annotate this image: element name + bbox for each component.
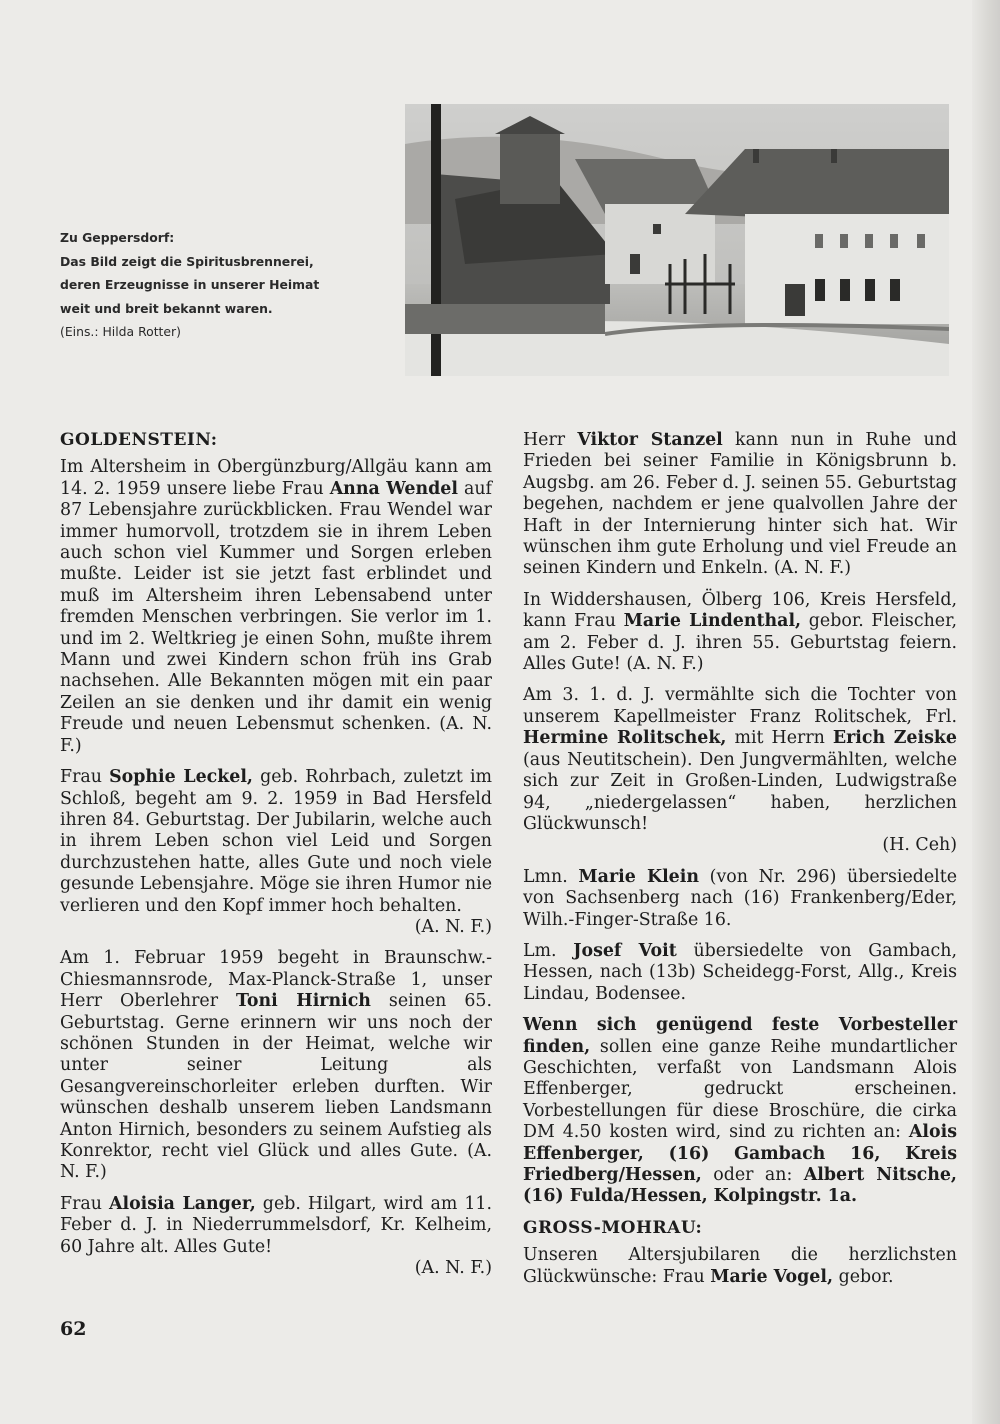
- person-name: Hermine Rolitschek,: [523, 728, 727, 749]
- person-name: Sophie Leckel,: [109, 767, 253, 788]
- article-paragraph: In Widdershausen, Ölberg 106, Kreis Hersfeld, kann Frau Marie Lindenthal, gebor. Fleischer, am 2. Feber d. J. ihren 55. Geburtstag feiern. Alles Gute! (A. N. F.): [523, 589, 957, 675]
- photo-caption: [60, 226, 395, 344]
- person-name: Viktor Stanzel: [577, 430, 723, 450]
- person-name: Aloisia Langer,: [108, 1193, 256, 1214]
- left-column: [60, 430, 492, 1289]
- signature: (A. N. F.): [414, 916, 492, 937]
- person-name: Marie Klein: [578, 866, 699, 887]
- article-paragraph: Herr Viktor Stanzel kann nun in Ruhe und Frieden bei seiner Familie in Königsbrunn b. Augsbg. am 26. Feber d. J. seinen 55. Geburtstag begehen, nachdem er jene qualvollen Jahre der Haft in der Internierung hinter sich hat. Wir wünschen ihm gute Erholung und viel Freude an seinen Kindern und Enkeln. (A. N. F.): [523, 430, 957, 579]
- caption-line: deren Erzeugnisse in unserer Heimat: [60, 277, 320, 292]
- distillery-photo: [405, 104, 949, 376]
- bold-lead: Wenn sich genügend feste Vorbesteller finden,: [523, 1015, 957, 1057]
- right-column: [523, 430, 957, 1298]
- caption-title: Zu Geppersdorf:: [60, 230, 175, 245]
- article-paragraph: Frau Aloisia Langer, geb. Hilgart, wird am 11. Feber d. J. in Niederrummelsdorf, Kr. Kelheim, 60 Jahre alt. Alles Gute! (A. N. F.): [60, 1193, 492, 1279]
- person-name: Marie Vogel,: [710, 1266, 834, 1287]
- caption-line: Das Bild zeigt die Spiritusbrennerei,: [60, 253, 314, 269]
- address: Alois Effenberger, (16) Gambach 16, Kreis Friedberg/Hessen,: [523, 1122, 957, 1185]
- article-paragraph: Am 1. Februar 1959 begeht in Braunschw.-Chiesmannsrode, Max-Planck-Straße 1, unser Herr Oberlehrer Toni Hirnich seinen 65. Geburtstag. Gerne erinnern wir uns noch der schönen Stunden in der Heimat, welche wir unter seiner Leitung als Gesangvereinschorleiter erleben durften. Wir wünschen deshalb unserem lieben Landsmann Anton Hirnich, besonders zu seinem Aufstieg als Konrektor, recht viel Glück und alles Gute. (A. N. F.): [60, 948, 492, 1183]
- person-name: Anna Wendel: [329, 478, 458, 499]
- caption-line: weit und breit bekannt waren.: [60, 300, 273, 316]
- person-name: Josef Voit: [573, 940, 677, 961]
- address: Albert Nitsche, (16) Fulda/Hessen, Kolpingstr. 1a.: [523, 1165, 957, 1207]
- signature: (A. N. F.): [414, 1258, 492, 1279]
- article-paragraph: Am 3. 1. d. J. vermählte sich die Tochter von unserem Kapellmeister Franz Rolitschek, Frl. Hermine Rolitschek, mit Herrn Erich Zeiske (aus Neutitschein). Den Jungvermählten, welche sich zur Zeit in Großen-Linden, Ludwigstraße 94, „niedergelassen“ haben, herzlichen Glückwunsch! (H. Ceh): [523, 685, 957, 856]
- person-name: Erich Zeiske: [832, 728, 957, 749]
- person-name: Marie Lindenthal,: [623, 611, 802, 632]
- caption-credit: (Eins.: Hilda Rotter): [60, 324, 181, 339]
- article-paragraph: Unseren Altersjubilaren die herzlichsten Glückwünsche: Frau Marie Vogel, gebor.: [523, 1245, 957, 1287]
- page-number: 62: [60, 1318, 87, 1340]
- signature: (H. Ceh): [882, 835, 957, 856]
- section-heading-gross-mohrau: GROSS-MOHRAU:: [523, 1217, 703, 1238]
- article-paragraph: Im Altersheim in Obergünzburg/Allgäu kann am 14. 2. 1959 unsere liebe Frau Anna Wendel auf 87 Lebensjahre zurückblicken. Frau Wendel war immer humorvoll, trotzdem sie in ihrem Leben auch schon viel Kummer und Sorgen erleben mußte. Leider ist sie jetzt fast erblindet und muß im Altersheim ihren Lebensabend unter fremden Menschen verbringen. Sie verlor im 1. und im 2. Weltkrieg je einen Sohn, mußte ihrem Mann und zwei Kindern schon früh ins Grab nachsehen. Alle Bekannten mögen mit ein paar Zeilen an sie denken und ihr damit ein wenig Freude und neuen Lebensmut schenken. (A. N. F.): [60, 457, 492, 756]
- person-name: Toni Hirnich: [235, 991, 371, 1012]
- photo-icon: [405, 104, 949, 376]
- article-paragraph: Wenn sich genügend feste Vorbesteller finden, sollen eine ganze Reihe mundartlicher Geschichten, verfaßt von Landsmann Alois Effenberger, gedruckt erscheinen. Vorbestellungen für diese Broschüre, die cirka DM 4.50 kosten wird, sind zu richten an: Alois Effenberger, (16) Gambach 16, Kreis Friedberg/Hessen, oder an: Albert Nitsche, (16) Fulda/Hessen, Kolpingstr. 1a.: [523, 1015, 957, 1207]
- article-paragraph: Lm. Josef Voit übersiedelte von Gambach, Hessen, nach (13b) Scheidegg-Forst, Allg., Kreis Lindau, Bodensee.: [523, 940, 957, 1004]
- section-heading-goldenstein: GOLDENSTEIN:: [60, 430, 218, 450]
- article-paragraph: Lmn. Marie Klein (von Nr. 296) übersiedelte von Sachsenberg nach (16) Frankenberg/Eder, Wilh.-Finger-Straße 16.: [523, 866, 957, 930]
- article-paragraph: Frau Sophie Leckel, geb. Rohrbach, zuletzt im Schloß, begeht am 9. 2. 1959 in Bad Hersfeld ihren 84. Geburtstag. Der Jubilarin, welche auch in ihrem Leben schon viel Leid und Sorgen durchzustehen hatte, alles Gute und noch viele gesunde Lebensjahre. Möge sie ihren Humor nie verlieren und den Kopf immer hoch behalten. (A. N. F.): [60, 767, 492, 937]
- page-edge-shadow: [972, 0, 1000, 1424]
